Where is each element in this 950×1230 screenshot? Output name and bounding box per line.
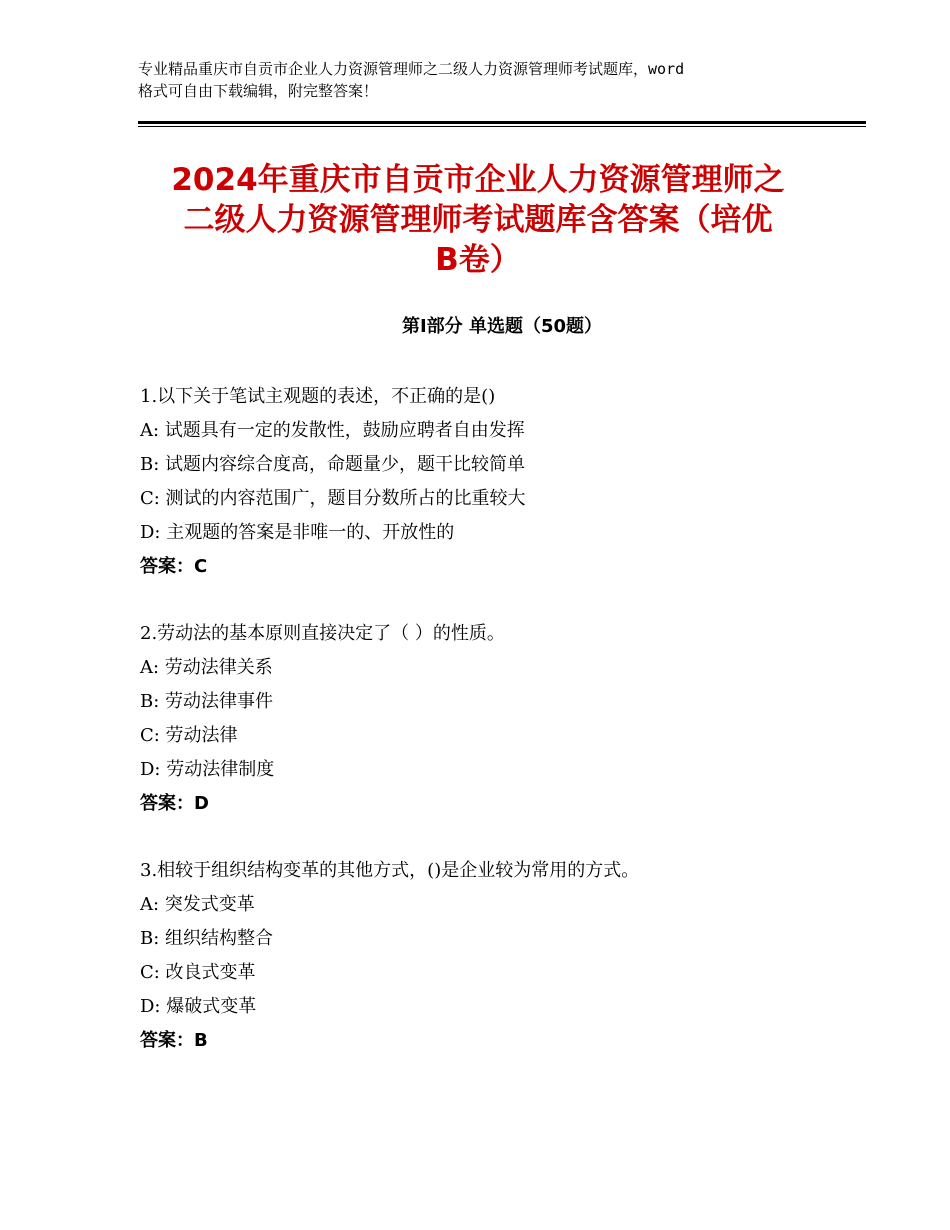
question-1 [140,380,860,584]
header-note-line-2: 格式可自由下载编辑，附完整答案！ [138,82,379,100]
answer-label: 答案： [140,793,194,814]
question-3 [140,854,860,1058]
title-line-2: 二级人力资源管理师考试题库含答案（培优 [183,202,773,238]
header-note-line-1: 专业精品重庆市自贡市企业人力资源管理师之二级人力资源管理师考试题库，word [138,60,685,78]
option-d: D: 主观题的答案是非唯一的、开放性的 [140,522,455,543]
option-c: C: 劳动法律 [140,725,238,746]
title-line-3: B卷） [435,242,521,278]
option-a: A: 突发式变革 [140,894,255,915]
answer-value: B [194,1030,208,1051]
header-note [138,58,828,102]
answer-value: D [194,793,209,814]
section-title: 第Ⅰ部分 单选题（50题） [401,316,602,337]
option-c: C: 改良式变革 [140,962,256,983]
option-a: A: 试题具有一定的发散性，鼓励应聘者自由发挥 [140,420,525,441]
answer-line [140,1024,860,1058]
option-b: B: 组织结构整合 [140,928,274,949]
answer-line [140,787,860,821]
question-list [140,380,860,1091]
answer-line [140,550,860,584]
question-stem: 1.以下关于笔试主观题的表述，不正确的是() [140,386,496,407]
header-divider-thin [138,126,866,127]
question-stem: 2.劳动法的基本原则直接决定了（ ）的性质。 [140,623,505,644]
document-title [138,160,818,280]
option-a: A: 劳动法律关系 [140,657,273,678]
answer-value: C [194,556,208,577]
question-stem: 3.相较于组织结构变革的其他方式，()是企业较为常用的方式。 [140,860,640,881]
option-b: B: 劳动法律事件 [140,691,274,712]
option-b: B: 试题内容综合度高，命题量少，题干比较简单 [140,454,526,475]
option-c: C: 测试的内容范围广，题目分数所占的比重较大 [140,488,526,509]
answer-label: 答案： [140,1030,194,1051]
question-2 [140,617,860,821]
answer-label: 答案： [140,556,194,577]
option-d: D: 爆破式变革 [140,996,257,1017]
header-divider-thick [138,121,866,124]
title-line-1: 2024年重庆市自贡市企业人力资源管理师之 [171,162,785,198]
option-d: D: 劳动法律制度 [140,759,275,780]
